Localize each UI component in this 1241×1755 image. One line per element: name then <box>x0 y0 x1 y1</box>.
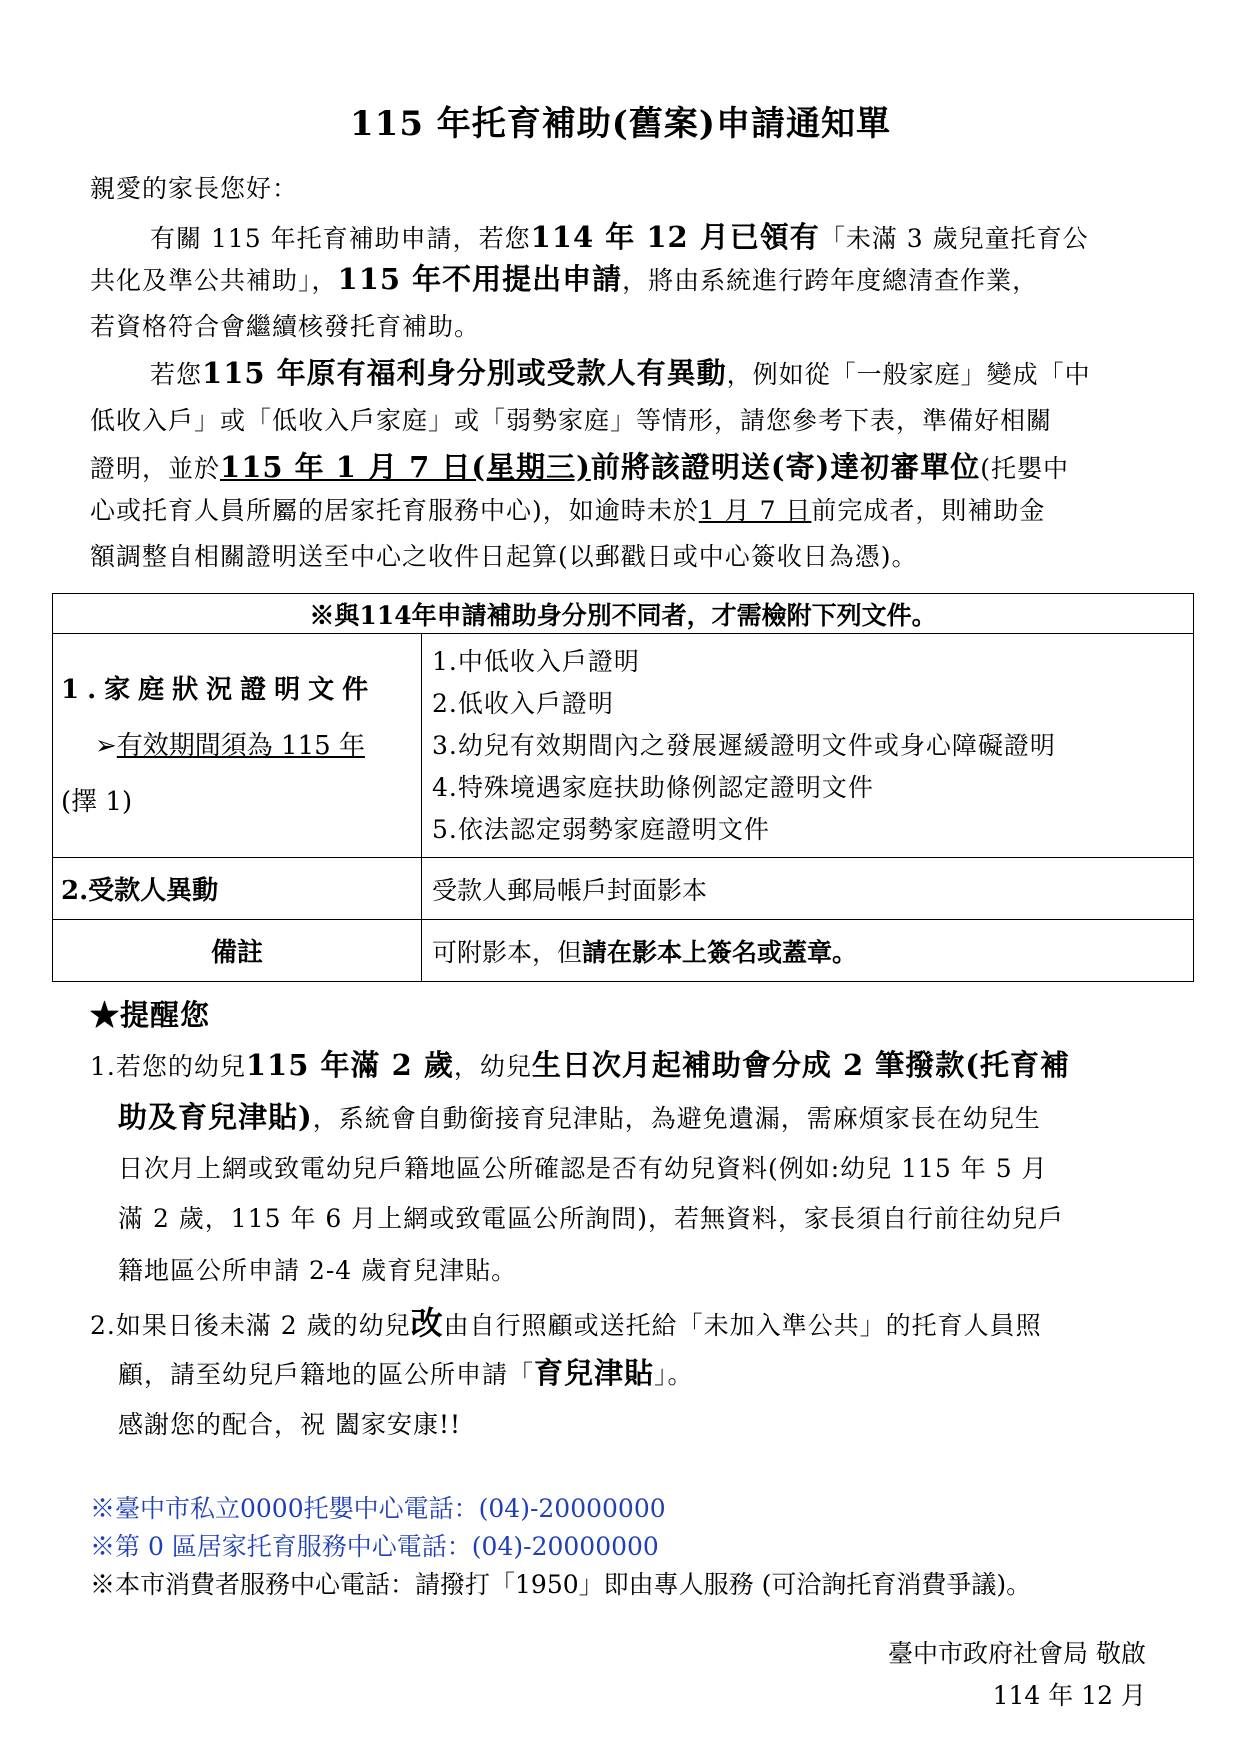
row1-items-cell <box>422 634 1194 858</box>
reminder-title: ★提醒您 <box>90 998 211 1032</box>
para2-line3: 證明，並於115 年 1 月 7 日(星期三)前將該證明送(寄)達初審單位(托嬰中 <box>90 450 1070 484</box>
contact-nursery: ※臺中市私立0000托嬰中心電話：(04)-20000000 <box>90 1494 666 1523</box>
para2-line5: 額調整自相關證明送至中心之收件日起算(以郵戳日或中心簽收日為憑)。 <box>90 542 918 571</box>
row1-item: 3.幼兒有效期間內之發展遲緩證明文件或身心障礙證明 <box>432 730 1056 760</box>
reminder2-line2: 顧，請至幼兒戶籍地的區公所申請「育兒津貼」。 <box>118 1356 694 1390</box>
para2-line4: 心或托育人員所屬的居家托育服務中心)，如逾時未於1 月 7 日前完成者，則補助金 <box>90 496 1046 525</box>
signature-org: 臺中市政府社會局 敬啟 <box>888 1639 1146 1668</box>
thanks-line: 感謝您的配合，祝 闔家安康!! <box>118 1410 462 1439</box>
row1-note: ➢有效期間須為 115 年 <box>95 730 365 761</box>
contact-consumer-center: ※本市消費者服務中心電話：請撥打「1950」即由專人服務 (可洽詢托育消費爭議)。 <box>90 1570 1032 1599</box>
para1-line1: 有關 115 年托育補助申請，若您114 年 12 月已領有「未滿 3 歲兒童托育公 <box>150 220 1089 254</box>
row3-title: 備註 <box>53 920 422 982</box>
greeting: 親愛的家長您好： <box>90 174 299 203</box>
row3-value: 可附影本，但請在影本上簽名或蓋章。 <box>422 920 1194 982</box>
page-title: 115 年托育補助(舊案)申請通知單 <box>350 104 891 144</box>
reminder1-line1: 1.若您的幼兒115 年滿 2 歲，幼兒生日次月起補助會分成 2 筆撥款(托育補 <box>90 1048 1070 1082</box>
row1-item: 4.特殊境遇家庭扶助條例認定證明文件 <box>432 772 874 802</box>
row1-item: 2.低收入戶證明 <box>432 688 614 718</box>
row1-item: 5.依法認定弱勢家庭證明文件 <box>432 814 770 844</box>
row1-title: 1.家庭狀況證明文件 <box>61 674 377 705</box>
arrow-icon: ➢ <box>95 730 117 761</box>
reminder1-line2: 助及育兒津貼)，系統會自動銜接育兒津貼，為避免遺漏，需麻煩家長在幼兒生 <box>118 1100 1041 1134</box>
row1-item: 1.中低收入戶證明 <box>432 646 640 676</box>
reminder1-line4: 滿 2 歲，115 年 6 月上網或致電區公所詢問)，若無資料，家長須自行前往幼兒戶 <box>118 1204 1065 1233</box>
row2-title: 2.受款人異動 <box>53 858 422 920</box>
table-header: ※與114年申請補助身分別不同者，才需檢附下列文件。 <box>53 594 1194 634</box>
para1-line2: 共化及準公共補助」，115 年不用提出申請，將由系統進行跨年度總清查作業， <box>90 262 1039 296</box>
para2-line2: 低收入戶」或「低收入戶家庭」或「弱勢家庭」等情形，請您參考下表，準備好相關 <box>90 406 1053 435</box>
row2-value: 受款人郵局帳戶封面影本 <box>422 858 1194 920</box>
reminder1-line5: 籍地區公所申請 2-4 歲育兒津貼。 <box>118 1256 518 1285</box>
row1-pick: (擇 1) <box>61 786 133 817</box>
reminder1-line3: 日次月上網或致電幼兒戶籍地區公所確認是否有幼兒資料(例如:幼兒 115 年 5 月 <box>118 1154 1048 1183</box>
reminder2-line1: 2.如果日後未滿 2 歲的幼兒改由自行照顧或送托給「未加入準公共」的托育人員照 <box>90 1304 1042 1342</box>
row1-label-cell <box>53 634 422 858</box>
contact-home-care-center: ※第 0 區居家托育服務中心電話：(04)-20000000 <box>90 1532 659 1561</box>
para2-line1: 若您115 年原有福利身分別或受款人有異動，例如從「一般家庭」變成「中 <box>150 356 1091 390</box>
signature-date: 114 年 12 月 <box>992 1681 1146 1710</box>
para1-line3: 若資格符合會繼續核發托育補助。 <box>90 312 481 341</box>
documents-table <box>52 593 1194 982</box>
